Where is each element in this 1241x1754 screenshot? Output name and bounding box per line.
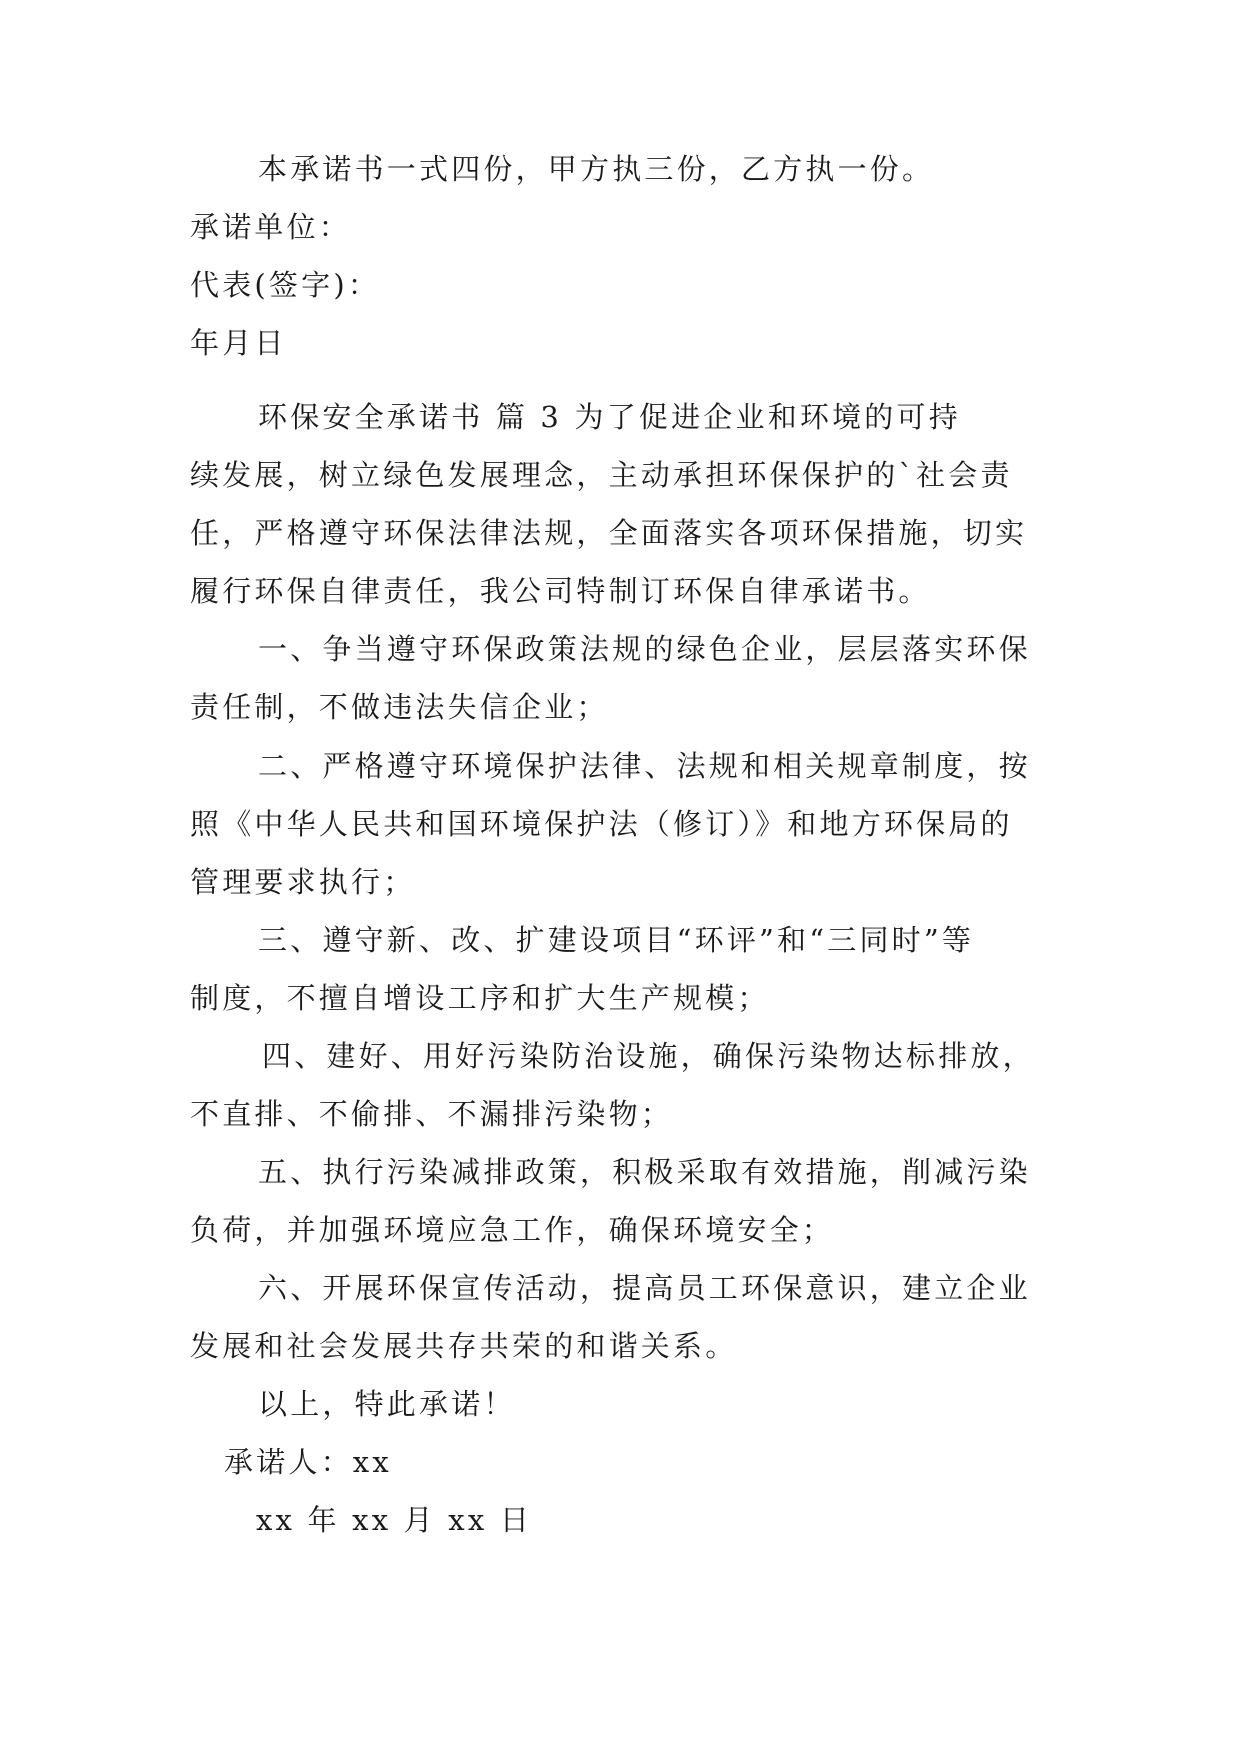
pledge-item-4: 四、建好、用好污染防治设施，确保污染物达标排放， <box>262 1039 1035 1073</box>
pledge-item-3: 三、遵守新、改、扩建设项目“环评”和“三同时”等 <box>258 923 975 957</box>
pledger-name: 承诺人：xx <box>224 1445 392 1479</box>
section-heading-paragraph-line: 环保安全承诺书 篇 3 为了促进企业和环境的可持 <box>258 400 961 434</box>
closing-statement: 以上，特此承诺！ <box>258 1387 516 1421</box>
pledge-item-5-cont: 负荷，并加强环境应急工作，确保环境安全； <box>190 1213 835 1247</box>
pledge-item-6: 六、开展环保宣传活动，提高员工环保意识，建立企业 <box>258 1271 1031 1305</box>
pledge-item-3-cont: 制度，不擅自增设工序和扩大生产规模； <box>190 981 770 1015</box>
pledge-date: xx 年 xx 月 xx 日 <box>256 1503 533 1537</box>
pledge-item-1: 一、争当遵守环保政策法规的绿色企业，层层落实环保 <box>258 632 1031 666</box>
pledging-unit-label: 承诺单位： <box>190 210 352 244</box>
pledge-item-5: 五、执行污染减排政策，积极采取有效措施，削减污染 <box>258 1155 1031 1189</box>
representative-signature-label: 代表(签字)： <box>190 268 381 302</box>
pledge-item-2-cont: 管理要求执行； <box>190 865 416 899</box>
paragraph-line: 续发展，树立绿色发展理念，主动承担环保保护的`社会责 <box>190 458 1013 492</box>
pledge-item-4-cont: 不直排、不偷排、不漏排污染物； <box>190 1097 674 1131</box>
copies-statement: 本承诺书一式四份，甲方执三份，乙方执一份。 <box>258 152 935 186</box>
paragraph-line: 履行环保自律责任，我公司特制订环保自律承诺书。 <box>190 574 931 608</box>
pledge-item-6-cont: 发展和社会发展共存共荣的和谐关系。 <box>190 1329 738 1363</box>
paragraph-line: 任，严格遵守环保法律法规，全面落实各项环保措施，切实 <box>190 516 1028 550</box>
pledge-item-1-cont: 责任制，不做违法失信企业； <box>190 690 609 724</box>
pledge-item-2: 二、严格遵守环境保护法律、法规和相关规章制度，按 <box>258 749 1031 783</box>
date-label: 年月日 <box>190 326 287 360</box>
pledge-item-2-cont: 照《中华人民共和国环境保护法（修订）》和地方环保局的 <box>190 807 1013 841</box>
